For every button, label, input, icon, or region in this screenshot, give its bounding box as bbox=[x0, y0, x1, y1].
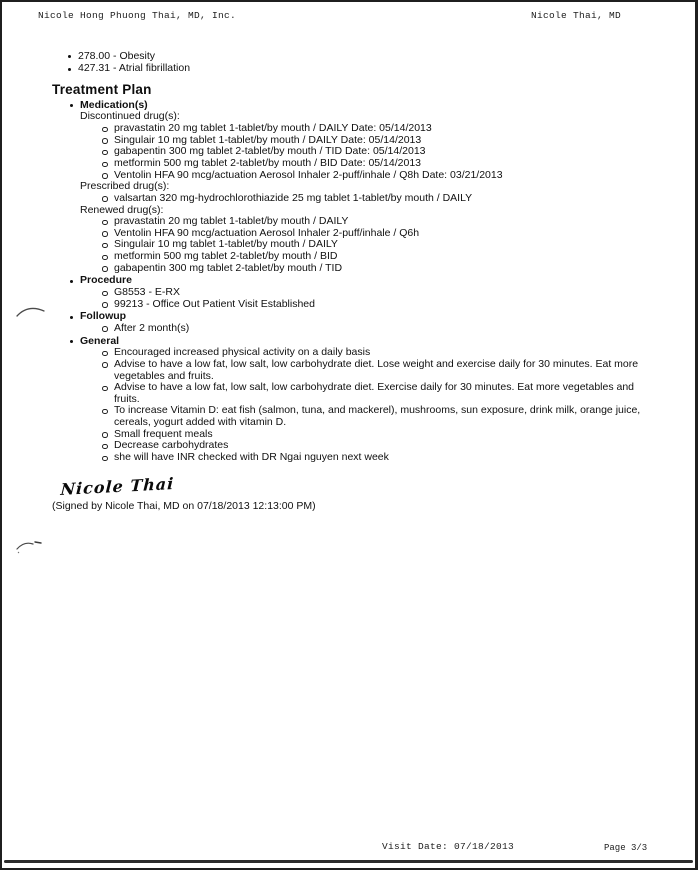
list-item: Singulair 10 mg tablet 1-tablet/by mouth / DAILY Date: 05/14/2013 bbox=[114, 135, 661, 147]
list-item: Decrease carbohydrates bbox=[114, 440, 661, 452]
treatment-section bbox=[69, 275, 661, 310]
sub-item-list bbox=[69, 193, 661, 205]
list-item: Small frequent meals bbox=[114, 429, 661, 441]
diagnosis-item: 427.31 - Atrial fibrillation bbox=[78, 63, 695, 75]
signature-handwriting: Nicole Thai bbox=[59, 473, 175, 499]
list-item: After 2 month(s) bbox=[114, 323, 661, 335]
treatment-plan-title: Treatment Plan bbox=[52, 81, 152, 97]
list-item: To increase Vitamin D: eat fish (salmon, tuna, and mackerel), mushrooms, sun exposure, drink milk, orange juice, cereals, yogurt added with vitamin D. bbox=[114, 405, 661, 428]
pen-mark bbox=[15, 303, 47, 319]
section-label: Medication(s) bbox=[69, 100, 661, 112]
page-header bbox=[2, 2, 695, 22]
sub-item-list bbox=[69, 323, 661, 335]
list-item: valsartan 320 mg-hydrochlorothiazide 25 mg tablet 1-tablet/by mouth / DAILY bbox=[114, 193, 661, 205]
header-physician-name: Nicole Thai, MD bbox=[530, 10, 621, 21]
section-label: General bbox=[69, 336, 661, 348]
list-item: pravastatin 20 mg tablet 1-tablet/by mouth / DAILY Date: 05/14/2013 bbox=[114, 123, 661, 135]
list-item: she will have INR checked with DR Ngai nguyen next week bbox=[114, 452, 661, 464]
diagnosis-item: 278.00 - Obesity bbox=[78, 51, 695, 63]
list-item: gabapentin 300 mg tablet 2-tablet/by mouth / TID Date: 05/14/2013 bbox=[114, 146, 661, 158]
drug-group-label: Discontinued drug(s): bbox=[80, 110, 180, 123]
sub-item-list bbox=[69, 123, 661, 181]
sub-item-list bbox=[69, 287, 661, 310]
footer-page-number: Page 3/3 bbox=[604, 843, 648, 854]
footer-visit-date: Visit Date: 07/18/2013 bbox=[382, 841, 515, 853]
list-item: pravastatin 20 mg tablet 1-tablet/by mouth / DAILY bbox=[114, 216, 661, 228]
scan-bottom-edge bbox=[4, 860, 693, 863]
list-item: G8553 - E-RX bbox=[114, 287, 661, 299]
drug-group-label: Renewed drug(s): bbox=[80, 203, 164, 216]
list-item: 99213 - Office Out Patient Visit Established bbox=[114, 299, 661, 311]
list-item: Advise to have a low fat, low salt, low carbohydrate diet. Exercise daily for 30 minutes. Eat more vegetables and fruits. bbox=[114, 382, 661, 405]
header-practice-name: Nicole Hong Phuong Thai, MD, Inc. bbox=[38, 10, 237, 21]
section-label: Procedure bbox=[69, 275, 661, 287]
pen-mark bbox=[14, 537, 46, 555]
list-item: metformin 500 mg tablet 2-tablet/by mouth / BID Date: 05/14/2013 bbox=[114, 158, 661, 170]
signature-caption: (Signed by Nicole Thai, MD on 07/18/2013 12:13:00 PM) bbox=[52, 500, 316, 513]
treatment-section bbox=[69, 100, 661, 275]
drug-group-label: Prescribed drug(s): bbox=[80, 180, 170, 193]
section-label: Followup bbox=[69, 311, 661, 323]
signature-block bbox=[52, 473, 695, 513]
treatment-section bbox=[69, 311, 661, 334]
list-item: Ventolin HFA 90 mcg/actuation Aerosol Inhaler 2-puff/inhale / Q8h Date: 03/21/2013 bbox=[114, 170, 661, 182]
diagnosis-list bbox=[2, 51, 695, 75]
list-item: Singulair 10 mg tablet 1-tablet/by mouth / DAILY bbox=[114, 239, 661, 251]
list-item: metformin 500 mg tablet 2-tablet/by mouth / BID bbox=[114, 251, 661, 263]
treatment-section bbox=[69, 336, 661, 464]
list-item: Encouraged increased physical activity on a daily basis bbox=[114, 347, 661, 359]
treatment-sections bbox=[69, 100, 661, 464]
list-item: Ventolin HFA 90 mcg/actuation Aerosol Inhaler 2-puff/inhale / Q6h bbox=[114, 228, 661, 240]
sub-item-list bbox=[69, 347, 661, 463]
list-item: Advise to have a low fat, low salt, low carbohydrate diet. Lose weight and exercise daily for 30 minutes. Eat more vegetables and fruits. bbox=[114, 359, 661, 382]
sub-item-list bbox=[69, 216, 661, 274]
list-item: gabapentin 300 mg tablet 2-tablet/by mouth / TID bbox=[114, 263, 661, 275]
